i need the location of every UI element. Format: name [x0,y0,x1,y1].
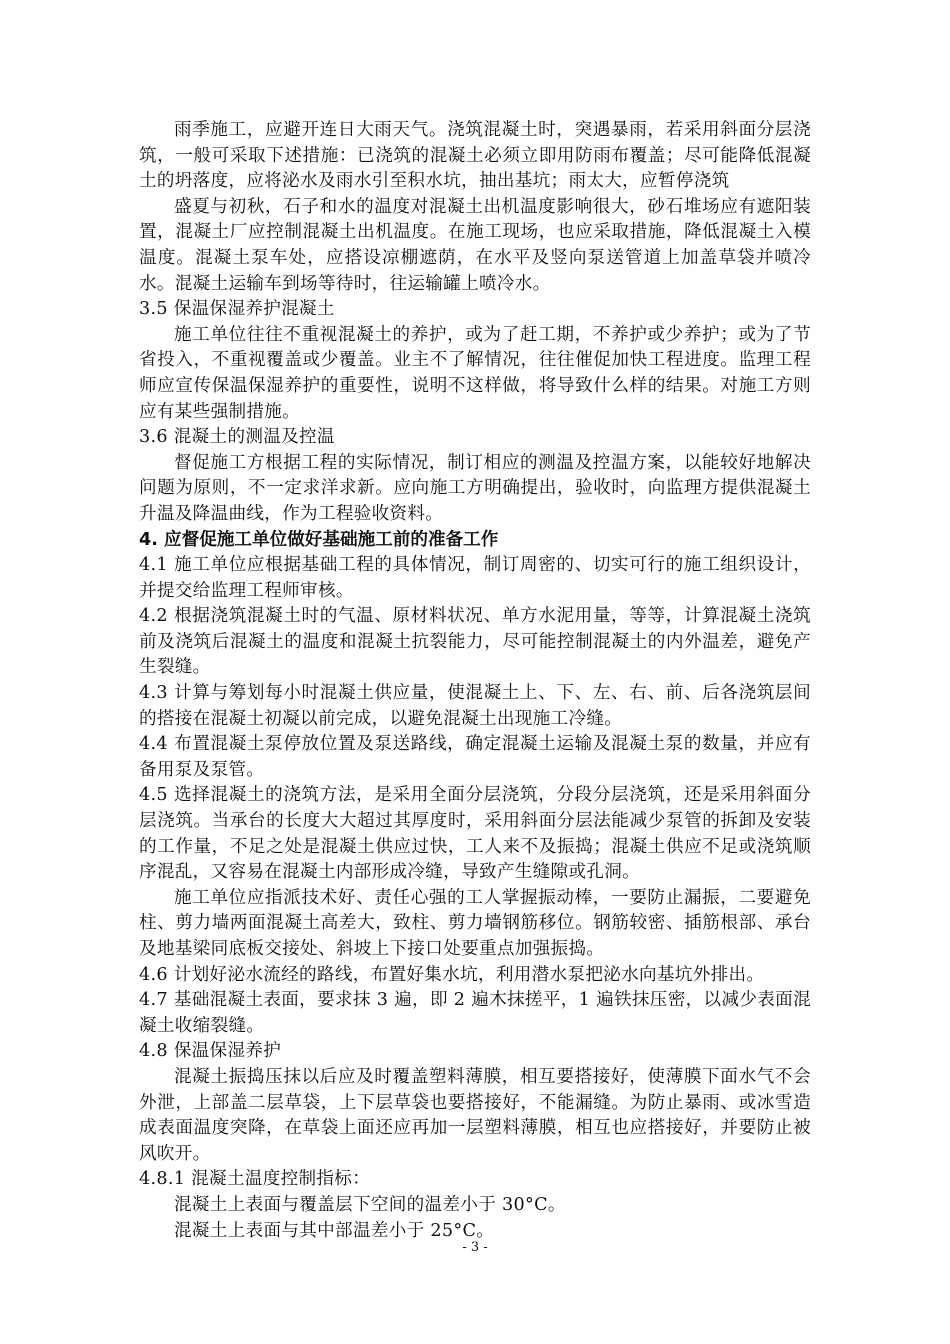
paragraph: 4.6 计划好泌水流经的路线，布置好集水坑，利用潜水泵把泌水向基坑外排出。 [139,964,765,985]
paragraph: 4.2 根据浇筑混凝土时的气温、原材料状况、单方水泥用量，等等，计算混凝土浇筑前及浇筑后混凝土的温度和混凝土抗裂能力，尽可能控制混凝土的内外温差，避免产生裂缝。 [139,606,811,678]
paragraph: 混凝土上表面与覆盖层下空间的温差小于 30°C。 [174,1194,566,1215]
paragraph: 3.6 混凝土的测温及控温 [139,427,335,448]
paragraph: 盛夏与初秋，石子和水的温度对混凝土出机温度影响很大，砂石堆场应有遮阳装置，混凝土厂应控制混凝土出机温度。在施工现场，也应采取措施，降低混凝土入模温度。混凝土泵车处，应搭设凉棚遮荫，在水平及竖向泵送管道上加盖草袋并喷冷水。混凝土运输车到场等待时，往运输罐上喷冷水。 [139,196,811,294]
paragraph: 4.1 施工单位应根据基础工程的具体情况，制订周密的、切实可行的施工组织设计，并提交给监理工程师审核。 [139,555,811,601]
paragraph: 施工单位应指派技术好、责任心强的工人掌握振动棒，一要防止漏振，二要避免柱、剪力墙两面混凝土高差大，致柱、剪力墙钢筋移位。钢筋较密、插筋根部、承台及地基梁同底板交接处、斜坡上下接口处要重点加强振捣。 [139,887,811,959]
paragraph: 督促施工方根据工程的实际情况，制订相应的测温及控温方案，以能较好地解决问题为原则，不一定求洋求新。应向施工方明确提出，验收时，向监理方提供混凝土升温及降温曲线，作为工程验收资料。 [139,452,811,524]
paragraph: 4.8 保温保湿养护 [139,1041,282,1062]
paragraph: 施工单位往往不重视混凝土的养护，或为了赶工期，不养护或少养护；或为了节省投入，不重视覆盖或少覆盖。业主不了解情况，往往催促加快工程进度。监理工程师应宣传保温保湿养护的重要性，说明不这样做，将导致什么样的结果。对施工方则应有某些强制措施。 [139,324,811,422]
paragraph: 混凝土振捣压抹以后应及时覆盖塑料薄膜，相互要搭接好，使薄膜下面水气不会外泄，上部盖二层草袋，上下层草袋也要搭接好，不能漏缝。为防止暴雨、或冰雪造成表面温度突降，在草袋上面还应再加一层塑料薄膜，相互也应搭接好，并要防止被风吹开。 [139,1066,811,1164]
page-number: - 3 - [462,1240,488,1255]
paragraph: 4.5 选择混凝土的浇筑方法，是采用全面分层浇筑，分段分层浇筑，还是采用斜面分层浇筑。当承台的长度大大超过其厚度时，采用斜面分层法能减少泵管的拆卸及安装的工作量，不足之处是混凝土供应过快，工人来不及振捣；混凝土供应不足或浇筑顺序混乱，又容易在混凝土内部形成冷缝，导致产生缝隙或孔洞。 [139,785,811,883]
paragraph: 雨季施工，应避开连日大雨天气。浇筑混凝土时，突遇暴雨，若采用斜面分层浇筑，一般可采取下述措施：已浇筑的混凝土必须立即用防雨布覆盖；尽可能降低混凝土的坍落度，应将泌水及雨水引至积水坑，抽出基坑；雨太大，应暂停浇筑 [139,120,811,192]
paragraph: 4.4 布置混凝土泵停放位置及泵送路线，确定混凝土运输及混凝土泵的数量，并应有备用泵及泵管。 [139,734,811,780]
paragraph: 3.5 保温保湿养护混凝土 [139,299,335,320]
paragraph: 4.3 计算与筹划每小时混凝土供应量，使混凝土上、下、左、右、前、后各浇筑层间的搭接在混凝土初凝以前完成，以避免混凝土出现施工冷缝。 [139,683,811,729]
paragraph: 4.8.1 混凝土温度控制指标： [139,1169,371,1190]
section-heading: 4. 应督促施工单位做好基础施工前的准备工作 [139,529,499,550]
paragraph: 4.7 基础混凝土表面，要求抹 3 遍，即 2 遍木抹搓平，1 遍铁抹压密，以减少表面混凝土收缩裂缝。 [139,990,811,1036]
paragraph: 混凝土上表面与其中部温差小于 25°C。 [174,1220,495,1241]
document-body [139,118,811,1244]
